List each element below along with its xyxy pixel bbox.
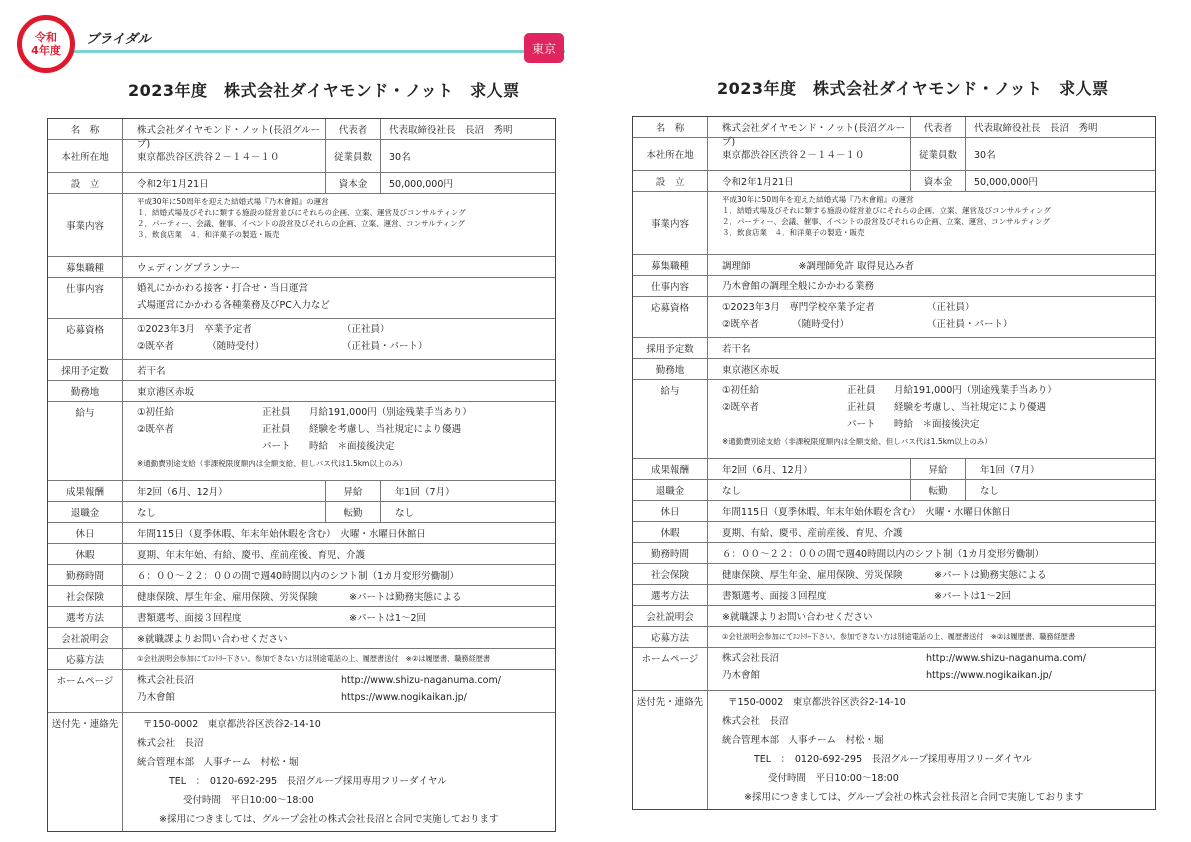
sal-lines-cell: 正社員	[847, 385, 876, 396]
hp-lines-cell: https://www.nogikaikan.jp/	[926, 670, 1052, 681]
salary-note: ※通勤費別途支給（非課税限度額内は全額支給、但しバス代は1.5km以上のみ）	[137, 459, 407, 468]
label-salary: 給与	[633, 380, 708, 458]
label-retirement: 退職金	[633, 480, 708, 500]
work-lines	[708, 276, 1155, 296]
biz-lines-item: １．結婚式場及びそれに類する施設の経営並びにそれらの企画、立案、運営及びコンサルティング	[137, 208, 466, 217]
label-raise: 昇給	[326, 481, 381, 501]
contact-line: 受付時間 平日10:00～18:00	[768, 773, 899, 784]
insurance-note: ※パートは勤務実態による	[349, 592, 462, 603]
holidays: 年間115日（夏季休暇、年末年始休暇を含む） 火曜・水曜日休館日	[722, 507, 1011, 518]
qual-lines-cell: （正社員・パート）	[342, 341, 428, 352]
sal-lines-cell: 月給191,000円（別途残業手当あり）	[309, 407, 472, 418]
hp-lines-row	[137, 689, 555, 706]
label-insurance: 社会保険	[633, 564, 708, 584]
contact-lines	[708, 691, 1155, 809]
sal-lines-cell: パート	[262, 441, 291, 452]
header-rule	[60, 50, 565, 53]
qual-lines-row	[722, 316, 1155, 333]
job-note: ※調理師免許 取得見込み者	[798, 261, 914, 272]
row-business	[633, 192, 1155, 255]
label-salary: 給与	[48, 402, 123, 480]
sal-lines-cell: 経験を考慮し、当社規定により優遇	[309, 424, 462, 435]
row-insurance	[48, 586, 555, 607]
label-briefing: 会社説明会	[633, 606, 708, 626]
work-lines	[123, 278, 555, 318]
label-work: 仕事内容	[633, 276, 708, 296]
label-briefing: 会社説明会	[48, 628, 123, 648]
row-work	[48, 278, 555, 319]
label-capital: 資本金	[911, 171, 966, 191]
label-qualification: 応募資格	[48, 319, 123, 359]
row-apply	[633, 627, 1155, 648]
sal-lines-cell: 正社員	[847, 402, 876, 413]
row-holidays	[633, 501, 1155, 522]
label-vacation: 休暇	[48, 544, 123, 564]
contact-line: 〒150-0002 東京都渋谷区渋谷2-14-10	[143, 719, 321, 730]
apply-method: ①会社説明会参加にてｴﾝﾄﾘｰ下さい。参加できない方は別途電話の上、履歴書送付 ※②は履歴書、職務経歴書	[137, 654, 491, 663]
badge-line1: 令和	[35, 31, 57, 44]
row-qualification	[48, 319, 555, 360]
hire-count: 若干名	[137, 366, 166, 377]
row-contact	[48, 713, 555, 832]
business-lines	[123, 194, 555, 256]
hp-lines-row	[722, 667, 1155, 684]
row-hire	[48, 360, 555, 381]
sal-lines-cell: 月給191,000円（別途残業手当あり）	[894, 385, 1057, 396]
insurance: 健康保険、厚生年金、雇用保険、労災保険	[722, 570, 903, 581]
row-holidays	[48, 523, 555, 544]
sal-lines-row	[137, 438, 555, 455]
qualification-lines	[123, 319, 555, 359]
row-hq	[633, 138, 1155, 171]
row-hire	[633, 338, 1155, 359]
qual-lines-cell: ②既卒者 （随時受付）	[137, 341, 265, 352]
briefing: ※就職課よりお問い合わせください	[137, 634, 288, 645]
capital: 50,000,000円	[389, 179, 453, 190]
salary-note: ※通勤費別途支給（非課税限度額内は全額支給、但しバス代は1.5km以上のみ）	[722, 437, 992, 446]
label-apply: 応募方法	[633, 627, 708, 647]
hp-lines-cell: http://www.shizu-naganuma.com/	[341, 675, 501, 686]
transfer: なし	[395, 508, 415, 519]
category-label: ブライダル	[86, 32, 151, 47]
hp-lines-cell: http://www.shizu-naganuma.com/	[926, 653, 1086, 664]
label-hours: 勤務時間	[633, 543, 708, 563]
sal-lines-row	[722, 416, 1155, 433]
bonus: 年2回（6月、12月）	[708, 459, 911, 479]
contact-line: ※採用につきましては、グループ会社の株式会社長沼と合同で実施しております	[744, 792, 1084, 803]
row-briefing	[48, 628, 555, 649]
row-vacation	[48, 544, 555, 565]
label-job: 募集職種	[633, 255, 708, 275]
qual-lines-cell: ①2023年3月 卒業予定者	[137, 324, 252, 335]
row-job	[48, 257, 555, 278]
row-briefing	[633, 606, 1155, 627]
row-hq	[48, 140, 555, 173]
contact-line: 株式会社 長沼	[137, 738, 204, 749]
sal-lines-row	[722, 399, 1155, 416]
label-homepage: ホームページ	[48, 670, 123, 712]
qual-lines-cell: ①2023年3月 専門学校卒業予定者	[722, 302, 875, 313]
label-hire-count: 採用予定数	[633, 338, 708, 358]
qual-lines-cell: ②既卒者 （随時受付）	[722, 319, 850, 330]
label-work: 仕事内容	[48, 278, 123, 318]
business-lines	[708, 192, 1155, 254]
hire-count: 若干名	[722, 344, 751, 355]
vacation: 夏期、年末年始、有給、慶弔、産前産後、育児、介護	[137, 550, 366, 561]
sheet-title: 2023年度 株式会社ダイヤモンド・ノット 求人票	[128, 81, 520, 100]
insurance: 健康保険、厚生年金、雇用保険、労災保険	[137, 592, 318, 603]
row-job	[633, 255, 1155, 276]
label-rep: 代表者	[326, 119, 381, 139]
company-name: 株式会社ダイヤモンド・ノット(長沼グループ)	[123, 119, 326, 139]
sal-lines-row	[137, 421, 555, 438]
vacation: 夏期、有給、慶弔、産前産後、育児、介護	[722, 528, 903, 539]
job-title: ウェディングプランナー	[137, 263, 241, 274]
label-hq: 本社所在地	[633, 138, 708, 170]
label-established: 設 立	[633, 171, 708, 191]
raise: 年1回（7月）	[395, 487, 455, 498]
salary-lines	[722, 382, 1155, 433]
label-established: 設 立	[48, 173, 123, 193]
row-work	[633, 276, 1155, 297]
sal-lines-cell: 経験を考慮し、当社規定により優遇	[894, 402, 1047, 413]
hq-address: 東京都渋谷区渋谷２－１４－１０	[123, 140, 326, 172]
job-title: 調理師	[722, 261, 751, 272]
hq-address: 東京都渋谷区渋谷２－１４－１０	[708, 138, 911, 170]
representative: 代表取締役社長 長沼 秀明	[389, 125, 513, 136]
biz-lines-item: 平成30年に50周年を迎えた結婚式場『乃木會館』の運営	[137, 197, 329, 206]
label-business: 事業内容	[48, 194, 123, 256]
established-date: 令和2年1月21日	[708, 171, 911, 191]
row-insurance	[633, 564, 1155, 585]
label-location: 勤務地	[633, 359, 708, 379]
hp-lines-row	[137, 672, 555, 689]
sal-lines-cell: 時給 ＊面接後決定	[894, 419, 980, 430]
contact-line: 株式会社 長沼	[722, 716, 789, 727]
label-holidays: 休日	[633, 501, 708, 521]
recruit-table	[47, 118, 556, 832]
work-location: 東京港区赤坂	[722, 365, 780, 376]
work-lines-item: 乃木會館の調理全般にかかわる業務	[722, 281, 875, 292]
work-lines-item: 式場運営にかかわる各種業務及びPC入力など	[137, 300, 330, 311]
sal-lines-cell: パート	[847, 419, 876, 430]
label-contact: 送付先・連絡先	[48, 713, 123, 831]
row-qualification	[633, 297, 1155, 338]
label-homepage: ホームページ	[633, 648, 708, 690]
apply-method: ①会社説明会参加にてｴﾝﾄﾘｰ下さい。参加できない方は別途電話の上、履歴書送付 ※②は履歴書、職務経歴書	[722, 632, 1076, 641]
selection-note: ※パートは1～2回	[934, 591, 1012, 602]
row-established	[48, 173, 555, 194]
row-retirement	[633, 480, 1155, 501]
label-bonus: 成果報酬	[633, 459, 708, 479]
work-location: 東京港区赤坂	[137, 387, 195, 398]
sal-lines-cell: 正社員	[262, 424, 291, 435]
row-bonus	[633, 459, 1155, 480]
contact-line: TEL ： 0120-692-295 長沼グループ採用専用フリーダイヤル	[754, 754, 1032, 765]
label-name: 名 称	[633, 117, 708, 137]
sal-lines-cell: 時給 ＊面接後決定	[309, 441, 395, 452]
hp-lines-cell: 乃木會館	[137, 692, 176, 703]
company-name: 株式会社ダイヤモンド・ノット(長沼グループ)	[708, 117, 911, 137]
row-location	[633, 359, 1155, 380]
sheet-title: 2023年度 株式会社ダイヤモンド・ノット 求人票	[717, 79, 1109, 98]
sal-lines-row	[137, 404, 555, 421]
raise: 年1回（7月）	[980, 465, 1040, 476]
insurance-note: ※パートは勤務実態による	[934, 570, 1047, 581]
label-employees: 従業員数	[326, 140, 381, 172]
homepage-lines	[123, 670, 555, 712]
contact-line: 受付時間 平日10:00～18:00	[183, 795, 314, 806]
qual-lines-row	[722, 299, 1155, 316]
work-hours: ６：００～２２：００の間で週40時間以内のシフト制（1カ月変形労働制）	[137, 571, 460, 582]
label-transfer: 転勤	[326, 502, 381, 522]
hp-lines-cell: 株式会社長沼	[137, 675, 195, 686]
sal-lines-cell: ①初任給	[137, 407, 175, 418]
sal-lines-cell: 正社員	[262, 407, 291, 418]
label-hire-count: 採用予定数	[48, 360, 123, 380]
fiscal-year-badge	[17, 15, 75, 73]
label-hours: 勤務時間	[48, 565, 123, 585]
label-business: 事業内容	[633, 192, 708, 254]
homepage-lines	[708, 648, 1155, 690]
label-selection: 選考方法	[48, 607, 123, 627]
row-salary	[633, 380, 1155, 459]
row-name	[633, 117, 1155, 148]
badge-line2: 4年度	[31, 44, 61, 57]
row-homepage	[48, 670, 555, 713]
biz-lines-item: 平成30年に50周年を迎えた結婚式場『乃木會館』の運営	[722, 195, 914, 204]
sal-lines-cell: ①初任給	[722, 385, 760, 396]
established-date: 令和2年1月21日	[123, 173, 326, 193]
row-homepage	[633, 648, 1155, 691]
label-retirement: 退職金	[48, 502, 123, 522]
label-name: 名 称	[48, 119, 123, 139]
row-established	[633, 171, 1155, 192]
label-hq: 本社所在地	[48, 140, 123, 172]
qual-lines-cell: （正社員）	[342, 324, 390, 335]
row-business	[48, 194, 555, 257]
representative: 代表取締役社長 長沼 秀明	[974, 123, 1098, 134]
transfer: なし	[980, 486, 1000, 497]
biz-lines-item: １．結婚式場及びそれに類する施設の経営並びにそれらの企画、立案、運営及びコンサルティング	[722, 206, 1051, 215]
sal-lines-cell: ②既卒者	[722, 402, 760, 413]
contact-line: TEL ： 0120-692-295 長沼グループ採用専用フリーダイヤル	[169, 776, 447, 787]
hp-lines-cell: 乃木會館	[722, 670, 761, 681]
row-apply	[48, 649, 555, 670]
label-contact: 送付先・連絡先	[633, 691, 708, 809]
qualification-lines	[708, 297, 1155, 337]
label-bonus: 成果報酬	[48, 481, 123, 501]
retirement: なし	[708, 480, 911, 500]
biz-lines-item: ２．パーティー、会議、催事、イベントの設営及びそれらの企画、立案、運営、コンサルティング	[722, 217, 1050, 226]
row-retirement	[48, 502, 555, 523]
holidays: 年間115日（夏季休暇、年末年始休暇を含む） 火曜・水曜日休館日	[137, 529, 426, 540]
selection: 書類選考、面接３回程度	[722, 591, 827, 602]
hp-lines-cell: 株式会社長沼	[722, 653, 780, 664]
briefing: ※就職課よりお問い合わせください	[722, 612, 873, 623]
label-job: 募集職種	[48, 257, 123, 277]
contact-line: 統合管理本部 人事チーム 村松・堀	[137, 757, 299, 768]
biz-lines-item: ３．飲食店業 ４．和洋菓子の製造・販売	[722, 228, 865, 237]
row-vacation	[633, 522, 1155, 543]
label-insurance: 社会保険	[48, 586, 123, 606]
employees: 30名	[389, 152, 411, 163]
row-bonus	[48, 481, 555, 502]
sal-lines-cell: ②既卒者	[137, 424, 175, 435]
employees: 30名	[974, 150, 996, 161]
bonus: 年2回（6月、12月）	[123, 481, 326, 501]
region-tag: 東京	[524, 33, 564, 63]
qual-lines-cell: （正社員）	[927, 302, 975, 313]
hp-lines-row	[722, 650, 1155, 667]
row-hours	[48, 565, 555, 586]
sal-lines-row	[722, 382, 1155, 399]
row-hours	[633, 543, 1155, 564]
label-apply: 応募方法	[48, 649, 123, 669]
label-vacation: 休暇	[633, 522, 708, 542]
biz-lines-item: ２．パーティー、会議、催事、イベントの設営及びそれらの企画、立案、運営、コンサルティング	[137, 219, 465, 228]
row-selection	[48, 607, 555, 628]
selection: 書類選考、面接３回程度	[137, 613, 242, 624]
retirement: なし	[123, 502, 326, 522]
qual-lines-row	[137, 338, 555, 355]
contact-line: ※採用につきましては、グループ会社の株式会社長沼と合同で実施しております	[159, 814, 499, 825]
work-hours: ６：００～２２：００の間で週40時間以内のシフト制（1カ月変形労働制）	[722, 549, 1045, 560]
capital: 50,000,000円	[974, 177, 1038, 188]
label-holidays: 休日	[48, 523, 123, 543]
biz-lines-item: ３．飲食店業 ４．和洋菓子の製造・販売	[137, 230, 280, 239]
qual-lines-cell: （正社員・パート）	[927, 319, 1013, 330]
label-qualification: 応募資格	[633, 297, 708, 337]
recruit-table	[632, 116, 1156, 810]
work-lines-item: 婚礼にかかわる接客・打合せ・当日運営	[137, 283, 309, 294]
label-capital: 資本金	[326, 173, 381, 193]
hp-lines-cell: https://www.nogikaikan.jp/	[341, 692, 467, 703]
row-location	[48, 381, 555, 402]
label-location: 勤務地	[48, 381, 123, 401]
contact-line: 統合管理本部 人事チーム 村松・堀	[722, 735, 884, 746]
label-raise: 昇給	[911, 459, 966, 479]
contact-lines	[123, 713, 555, 831]
row-contact	[633, 691, 1155, 810]
selection-note: ※パートは1～2回	[349, 613, 427, 624]
qual-lines-row	[137, 321, 555, 338]
row-salary	[48, 402, 555, 481]
label-rep: 代表者	[911, 117, 966, 137]
salary-lines	[137, 404, 555, 455]
contact-line: 〒150-0002 東京都渋谷区渋谷2-14-10	[728, 697, 906, 708]
row-name	[48, 119, 555, 150]
label-employees: 従業員数	[911, 138, 966, 170]
label-transfer: 転勤	[911, 480, 966, 500]
row-selection	[633, 585, 1155, 606]
label-selection: 選考方法	[633, 585, 708, 605]
